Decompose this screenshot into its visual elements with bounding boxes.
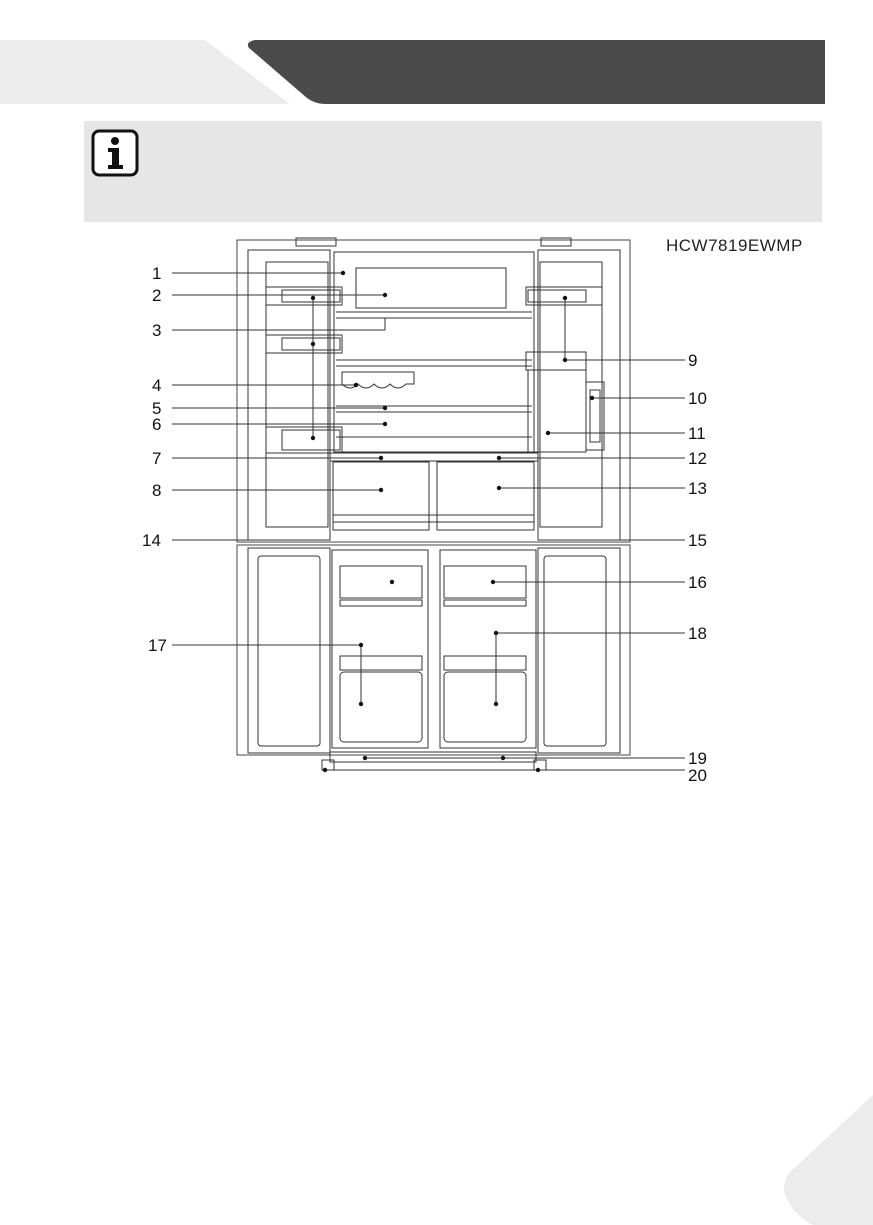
callout-8: 8 — [152, 481, 162, 500]
callout-15: 15 — [688, 531, 707, 550]
callout-6: 6 — [152, 415, 162, 434]
lower-compartment — [237, 545, 630, 770]
upper-compartment — [237, 238, 630, 542]
page-corner — [783, 1095, 873, 1225]
callout-13: 13 — [688, 479, 707, 498]
callout-18: 18 — [688, 624, 707, 643]
callout-2: 2 — [152, 286, 162, 305]
callout-19: 19 — [688, 749, 707, 768]
callout-7: 7 — [152, 449, 162, 468]
callout-12: 12 — [688, 449, 707, 468]
callout-16: 16 — [688, 573, 707, 592]
fridge-diagram — [0, 230, 873, 790]
callout-1: 1 — [152, 264, 162, 283]
callout-4: 4 — [152, 376, 162, 395]
callout-10: 10 — [688, 389, 707, 408]
callout-3: 3 — [152, 321, 162, 340]
info-panel — [84, 121, 822, 222]
model-label: HCW7819EWMP — [666, 236, 803, 255]
callout-11: 11 — [688, 424, 706, 443]
callout-5: 5 — [152, 399, 162, 418]
callout-14: 14 — [142, 531, 161, 550]
info-icon — [90, 128, 140, 178]
callout-9: 9 — [688, 351, 698, 370]
header-tab-dark — [245, 40, 825, 104]
callout-17: 17 — [148, 636, 167, 655]
callout-20: 20 — [688, 766, 707, 785]
